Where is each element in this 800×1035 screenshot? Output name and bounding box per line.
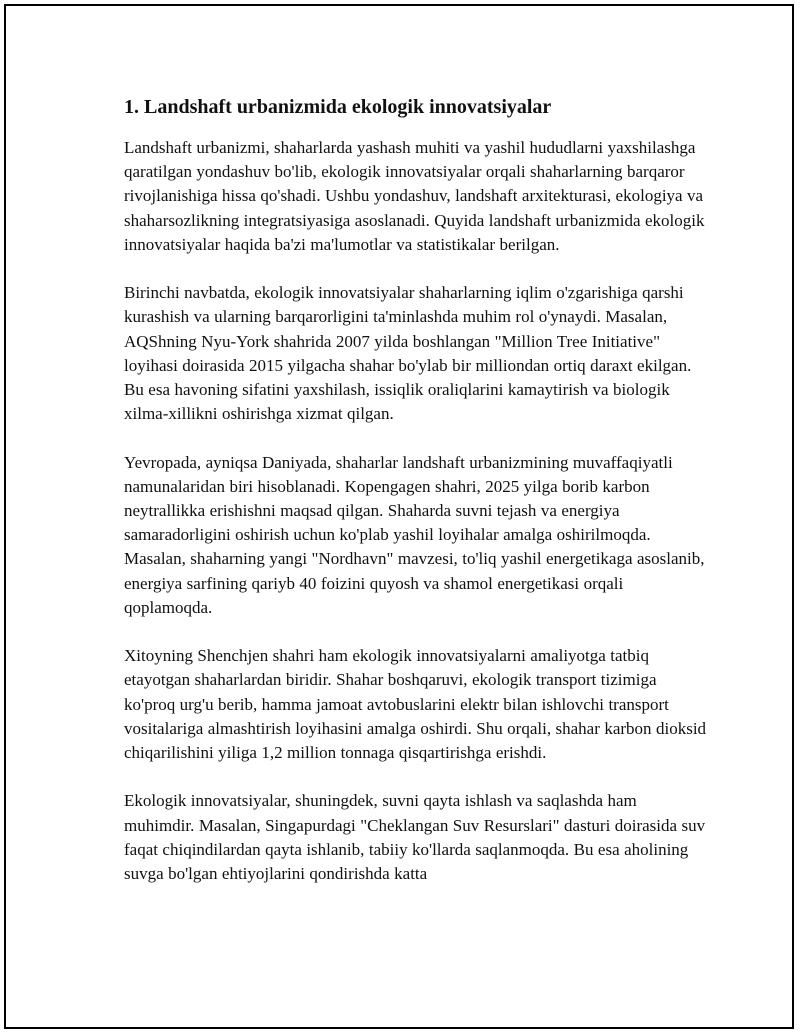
section-heading: 1. Landshaft urbanizmida ekologik innovatsiyalar bbox=[124, 96, 552, 118]
paragraph-new-york: Birinchi navbatda, ekologik innovatsiyalar shaharlarning iqlim o'zgarishiga qarshi kurashish va ularning barqarorligini ta'minlashda muhim rol o'ynaydi. Masalan, AQShning Nyu-York shahrida 2007 yilda boshlangan "Million Tree Initiative" loyihasi doirasida 2015 yilgacha shahar bo'ylab bir milliondan ortiq daraxt ekilgan. Bu esa havoning sifatini yaxshilash, issiqlik oraliqlarini kamaytirish va biologik xilma-xillikni oshirishga xizmat qilgan. bbox=[124, 283, 692, 424]
paragraph-intro: Landshaft urbanizmi, shaharlarda yashash muhiti va yashil hududlarni yaxshilashga qaratilgan yondashuv bo'lib, ekologik innovatsiyalar orqali shaharlarning barqaror rivojlanishiga hissa qo'shadi. Ushbu yondashuv, landshaft arxitekturasi, ekologiya va shaharsozlikning integratsiyasiga asoslanadi. Quyida landshaft urbanizmida ekologik innovatsiyalar haqida ba'zi ma'lumotlar va statistikalar berilgan. bbox=[124, 138, 705, 254]
paragraph-copenhagen: Yevropada, ayniqsa Daniyada, shaharlar landshaft urbanizmining muvaffaqiyatli namunalaridan biri hisoblanadi. Kopengagen shahri, 2025 yilga borib karbon neytrallikka erishishni maqsad qilgan. Shaharda suvni tejash va energiya samaradorligini oshirish uchun ko'plab yashil loyihalar amalga oshirilmoqda. Masalan, shaharning yangi "Nordhavn" mavzesi, to'liq yashil energetikaga asoslanib, energiya sarfining qariyb 40 foizini quyosh va shamol energetikasi orqali qoplamoqda. bbox=[124, 452, 705, 617]
page-frame bbox=[4, 4, 794, 1029]
paragraph-shenzhen: Xitoyning Shenchjen shahri ham ekologik innovatsiyalarni amaliyotga tatbiq etayotgan shaharlardan biridir. Shahar boshqaruvi, ekologik transport tizimiga ko'proq urg'u berib, hamma jamoat avtobuslarini elektr bilan ishlovchi transport vositalariga almashtirish loyihasini amalga oshirdi. Shu orqali, shahar karbon dioksid chiqarilishini yiliga 1,2 million tonnaga qisqartirishga erishdi. bbox=[124, 646, 707, 763]
document-body bbox=[119, 94, 709, 910]
paragraph-singapore: Ekologik innovatsiyalar, shuningdek, suvni qayta ishlash va saqlashda ham muhimdir. Masalan, Singapurdagi "Cheklangan Suv Resurslari" dasturi doirasida suv faqat chiqindilardan qayta ishlanib, tabiiy ko'llarda saqlanmoqda. Bu esa aholining suvga bo'lgan ehtiyojlarini qondirishda katta bbox=[124, 791, 706, 884]
